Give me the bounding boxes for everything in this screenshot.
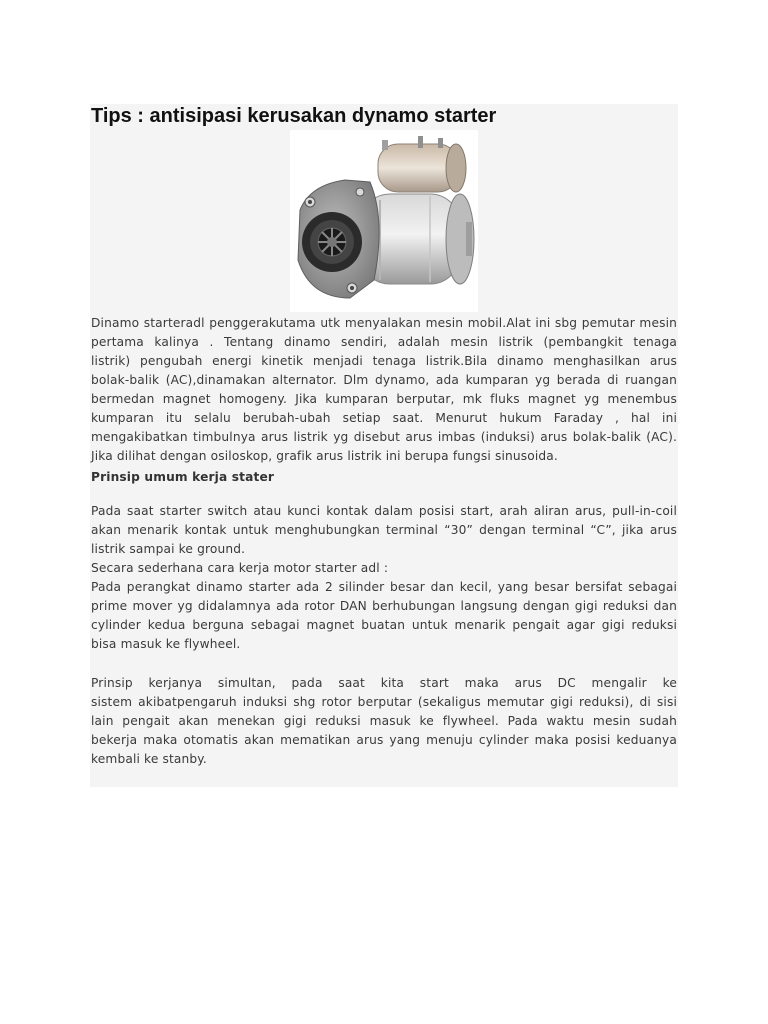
paragraph-intro <box>91 314 677 466</box>
starter-motor-illustration <box>290 130 478 312</box>
paragraph-line: Pada perangkat dinamo starter ada 2 silinder besar dan kecil, yang besar bersifat sebagai <box>91 580 677 594</box>
paragraph-line: bermedan magnet homogeny. Jika kumparan berputar, mk fluks magnet yg menembus <box>91 392 677 406</box>
paragraph-line: bekerja maka otomatis akan mematikan arus yang menuju cylinder maka posisi keduanya <box>91 733 677 747</box>
paragraph-line: akan menarik kontak untuk menghubungkan terminal “30” dengan terminal “C”, jika arus <box>91 523 677 537</box>
paragraph-line: Secara sederhana cara kerja motor starter adl : <box>91 561 389 575</box>
paragraph-line: Prinsip kerjanya simultan, pada saat kita start maka arus DC mengalir ke <box>91 676 677 690</box>
paragraph-line: listrik) pengubah energi kinetik menjadi tenaga listrik.Bila dinamo menghasilkan arus <box>91 354 677 368</box>
paragraph-line: pertama kalinya . Tentang dinamo sendiri, adalah mesin listrik (pembangkit tenaga <box>91 335 677 349</box>
paragraph-line: Jika dilihat dengan osiloskop, grafik arus listrik ini berupa fungsi sinusoida. <box>91 449 558 463</box>
paragraph-line: Pada saat starter switch atau kunci kontak dalam posisi start, arah aliran arus, pull-in-coil <box>91 504 677 518</box>
paragraph-line: bisa masuk ke flywheel. <box>91 637 241 651</box>
paragraph-line: lain pengait akan menekan gigi reduksi masuk ke flywheel. Pada waktu mesin sudah <box>91 714 677 728</box>
paragraph-line: kumparan itu selalu berubah-ubah setiap saat. Menurut hukum Faraday , hal ini <box>91 411 677 425</box>
section-heading: Prinsip umum kerja stater <box>91 470 275 484</box>
paragraph-line: listrik sampai ke ground. <box>91 542 246 556</box>
paragraph-switch <box>91 502 677 559</box>
paragraph-line: sistem akibatpengaruh induksi shg rotor berputar (sekaligus memutar gigi reduksi), di sisi <box>91 695 677 709</box>
paragraph-summary <box>91 559 677 578</box>
article-title: Tips : antisipasi kerusakan dynamo starter <box>91 105 497 127</box>
paragraph-line: bolak-balik (AC),dinamakan alternator. Dlm dynamo, ada kumparan yg berada di ruangan <box>91 373 677 387</box>
paragraph-line: Dinamo starteradl penggerakutama utk menyalakan mesin mobil.Alat ini sbg pemutar mesin <box>91 316 677 330</box>
paragraph-line: kembali ke stanby. <box>91 752 207 766</box>
paragraph-cylinders <box>91 578 677 654</box>
article-panel <box>90 104 678 787</box>
paragraph-principle <box>91 674 677 769</box>
paragraph-line: cylinder kedua berguna sebagai magnet buatan untuk menarik pengait agar gigi reduksi <box>91 618 677 632</box>
paragraph-line: prime mover yg didalamnya ada rotor DAN berhubungan langsung dengan gigi reduksi dan <box>91 599 677 613</box>
paragraph-line: mengakibatkan timbulnya arus listrik yg disebut arus imbas (induksi) arus bolak-balik (AC). <box>91 430 677 444</box>
starter-motor-photo <box>290 130 478 312</box>
